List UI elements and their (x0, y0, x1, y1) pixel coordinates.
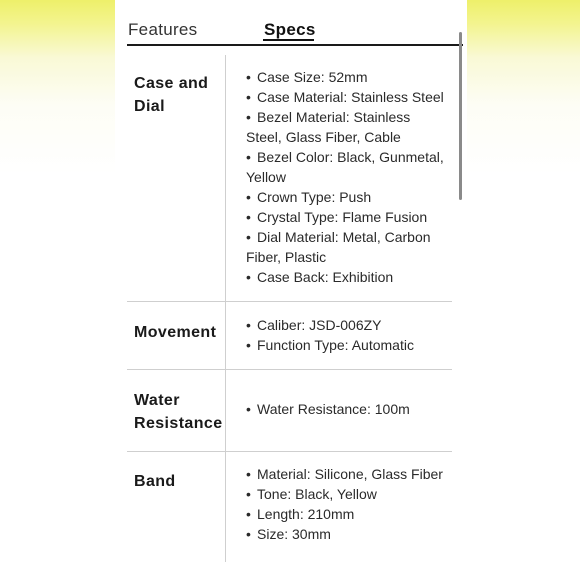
bullet-icon: • (246, 506, 251, 522)
spec-label: Case and Dial (134, 75, 209, 115)
spec-item-text: Tone: Black, Yellow (257, 486, 377, 502)
spec-values-list (226, 302, 452, 369)
bullet-icon: • (246, 466, 251, 482)
spec-item-text: Crown Type: Push (257, 189, 372, 205)
specs-panel (115, 0, 467, 580)
spec-item (246, 524, 448, 544)
active-tab-indicator (263, 39, 314, 41)
spec-item-text: Bezel Color: Black, Gunmetal, Yellow (246, 149, 444, 185)
spec-item-text: Size: 30mm (257, 526, 331, 542)
bullet-icon: • (246, 109, 251, 125)
spec-values-list (226, 452, 452, 562)
tab-bar-divider (127, 44, 463, 46)
spec-row-water-resistance (127, 370, 452, 452)
tab-features[interactable]: Features (128, 20, 198, 39)
bullet-icon: • (246, 401, 251, 417)
spec-item-text: Water Resistance: 100m (257, 401, 410, 417)
background-left (0, 0, 115, 580)
spec-item-text: Case Material: Stainless Steel (257, 89, 444, 105)
tab-specs[interactable]: Specs (264, 20, 316, 39)
tab-bar (115, 0, 467, 46)
spec-row-band (127, 452, 452, 562)
specs-table (127, 55, 452, 562)
bullet-icon: • (246, 229, 251, 245)
spec-item (246, 227, 448, 267)
spec-label: Band (134, 473, 176, 490)
spec-item (246, 87, 448, 107)
spec-item-text: Case Size: 52mm (257, 69, 368, 85)
spec-item-text: Caliber: JSD-006ZY (257, 317, 382, 333)
bullet-icon: • (246, 189, 251, 205)
spec-item (246, 107, 448, 147)
spec-item (246, 187, 448, 207)
spec-item (246, 315, 448, 335)
spec-label: Movement (134, 324, 217, 341)
spec-item (246, 335, 448, 355)
spec-item-text: Function Type: Automatic (257, 337, 414, 353)
spec-item (246, 147, 448, 187)
bullet-icon: • (246, 317, 251, 333)
bullet-icon: • (246, 269, 251, 285)
spec-item-text: Length: 210mm (257, 506, 355, 522)
scrollbar-thumb[interactable] (459, 32, 462, 200)
spec-item-text: Case Back: Exhibition (257, 269, 394, 285)
spec-row-movement (127, 302, 452, 370)
spec-item-text: Bezel Material: Stainless Steel, Glass Fiber, Cable (246, 109, 411, 145)
spec-item (246, 207, 448, 227)
bullet-icon: • (246, 149, 251, 165)
bullet-icon: • (246, 69, 251, 85)
spec-item (246, 267, 448, 287)
spec-item (246, 67, 448, 87)
spec-item-text: Material: Silicone, Glass Fiber (257, 466, 443, 482)
spec-item (246, 399, 448, 419)
spec-item (246, 504, 448, 524)
spec-item (246, 464, 448, 484)
spec-item (246, 484, 448, 504)
spec-item-text: Dial Material: Metal, Carbon Fiber, Plastic (246, 229, 431, 265)
spec-values-list (226, 370, 452, 451)
spec-values-list (226, 55, 452, 301)
spec-item-text: Crystal Type: Flame Fusion (257, 209, 428, 225)
bullet-icon: • (246, 526, 251, 542)
spec-label: Water Resistance (134, 392, 223, 432)
bullet-icon: • (246, 486, 251, 502)
spec-row-case-and-dial (127, 55, 452, 302)
bullet-icon: • (246, 209, 251, 225)
background-right (467, 0, 580, 580)
bullet-icon: • (246, 337, 251, 353)
bullet-icon: • (246, 89, 251, 105)
